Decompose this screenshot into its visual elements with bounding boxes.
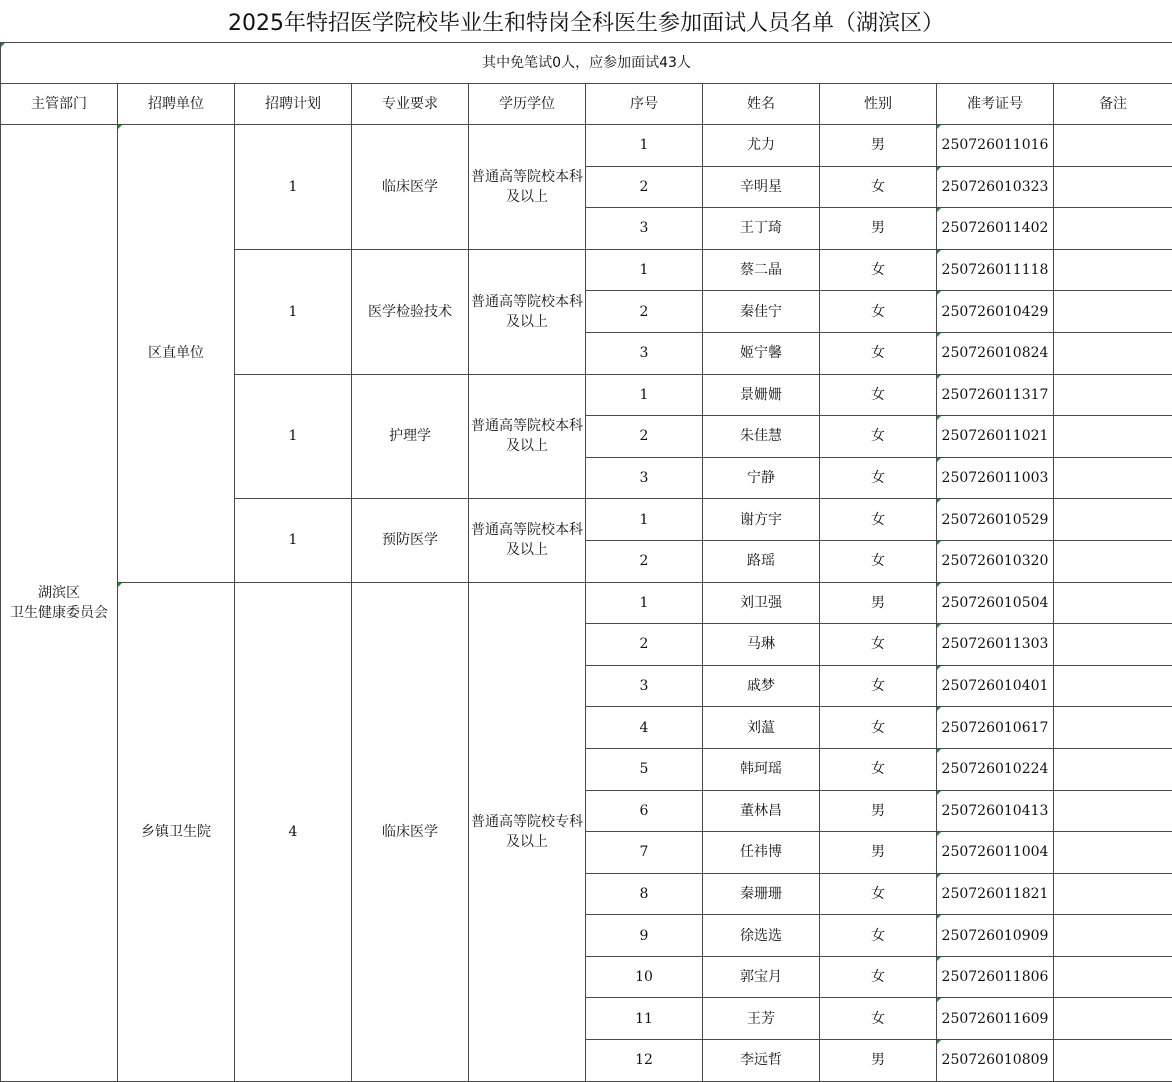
seq-cell: 3 — [586, 208, 703, 250]
ticket-cell: 250726011303 — [937, 624, 1054, 666]
seq-cell: 1 — [586, 125, 703, 167]
summary-row: 其中免笔试0人，应参加面试43人 — [1, 43, 1172, 84]
name-cell: 宁静 — [703, 457, 820, 499]
name-cell: 景姗姗 — [703, 374, 820, 416]
note-cell — [1054, 1040, 1172, 1082]
seq-cell: 3 — [586, 457, 703, 499]
note-cell — [1054, 873, 1172, 915]
name-cell: 秦佳宁 — [703, 291, 820, 333]
gender-cell: 女 — [820, 499, 937, 541]
gender-cell: 男 — [820, 790, 937, 832]
seq-cell: 2 — [586, 291, 703, 333]
seq-cell: 7 — [586, 832, 703, 874]
name-cell: 董林昌 — [703, 790, 820, 832]
seq-cell: 4 — [586, 707, 703, 749]
ticket-cell: 250726011821 — [937, 873, 1054, 915]
seq-cell: 3 — [586, 665, 703, 707]
note-cell — [1054, 249, 1172, 291]
seq-cell: 2 — [586, 416, 703, 458]
gender-cell: 男 — [820, 1040, 937, 1082]
plan-cell: 1 — [235, 249, 352, 374]
page-title: 2025年特招医学院校毕业生和特岗全科医生参加面试人员名单（湖滨区） — [0, 0, 1172, 42]
gender-cell: 女 — [820, 873, 937, 915]
ticket-cell: 250726011004 — [937, 832, 1054, 874]
unit-cell: 区直单位 — [118, 125, 235, 583]
table-row — [1, 582, 1172, 624]
seq-cell: 11 — [586, 998, 703, 1040]
seq-cell: 10 — [586, 956, 703, 998]
ticket-cell: 250726010529 — [937, 499, 1054, 541]
note-cell — [1054, 457, 1172, 499]
note-cell — [1054, 998, 1172, 1040]
ticket-cell: 250726010809 — [937, 1040, 1054, 1082]
name-cell: 姬宁馨 — [703, 332, 820, 374]
seq-cell: 1 — [586, 499, 703, 541]
header-gender: 性别 — [820, 84, 937, 125]
gender-cell: 男 — [820, 582, 937, 624]
name-cell: 李远哲 — [703, 1040, 820, 1082]
ticket-cell: 250726010617 — [937, 707, 1054, 749]
seq-cell: 12 — [586, 1040, 703, 1082]
note-cell — [1054, 499, 1172, 541]
seq-cell: 2 — [586, 166, 703, 208]
header-plan: 招聘计划 — [235, 84, 352, 125]
major-cell: 临床医学 — [352, 582, 469, 1081]
gender-cell: 女 — [820, 166, 937, 208]
name-cell: 王芳 — [703, 998, 820, 1040]
gender-cell: 男 — [820, 125, 937, 167]
name-cell: 朱佳慧 — [703, 416, 820, 458]
seq-cell: 2 — [586, 540, 703, 582]
header-unit: 招聘单位 — [118, 84, 235, 125]
department-cell: 湖滨区 卫生健康委员会 — [1, 125, 118, 1082]
name-cell: 戚梦 — [703, 665, 820, 707]
header-seq: 序号 — [586, 84, 703, 125]
name-cell: 王丁琦 — [703, 208, 820, 250]
ticket-cell: 250726011806 — [937, 956, 1054, 998]
major-cell: 临床医学 — [352, 125, 469, 250]
ticket-cell: 250726011609 — [937, 998, 1054, 1040]
gender-cell: 女 — [820, 416, 937, 458]
name-cell: 徐选选 — [703, 915, 820, 957]
seq-cell: 8 — [586, 873, 703, 915]
note-cell — [1054, 790, 1172, 832]
note-cell — [1054, 291, 1172, 333]
ticket-cell: 250726010429 — [937, 291, 1054, 333]
name-cell: 谢方宇 — [703, 499, 820, 541]
major-cell: 预防医学 — [352, 499, 469, 582]
name-cell: 马琳 — [703, 624, 820, 666]
header-note: 备注 — [1054, 84, 1172, 125]
seq-cell: 1 — [586, 582, 703, 624]
ticket-cell: 250726011402 — [937, 208, 1054, 250]
header-dept: 主管部门 — [1, 84, 118, 125]
unit-cell: 乡镇卫生院 — [118, 582, 235, 1081]
edu-cell: 普通高等院校本科及以上 — [469, 249, 586, 374]
ticket-cell: 250726010909 — [937, 915, 1054, 957]
header-ticket: 准考证号 — [937, 84, 1054, 125]
name-cell: 郭宝月 — [703, 956, 820, 998]
gender-cell: 男 — [820, 832, 937, 874]
name-cell: 蔡二晶 — [703, 249, 820, 291]
name-cell: 路瑶 — [703, 540, 820, 582]
ticket-cell: 250726011317 — [937, 374, 1054, 416]
note-cell — [1054, 208, 1172, 250]
header-edu: 学历学位 — [469, 84, 586, 125]
seq-cell: 9 — [586, 915, 703, 957]
note-cell — [1054, 125, 1172, 167]
name-cell: 刘蕰 — [703, 707, 820, 749]
gender-cell: 女 — [820, 707, 937, 749]
ticket-cell: 250726010413 — [937, 790, 1054, 832]
ticket-cell: 250726010224 — [937, 748, 1054, 790]
ticket-cell: 250726010401 — [937, 665, 1054, 707]
seq-cell: 2 — [586, 624, 703, 666]
ticket-cell: 250726011021 — [937, 416, 1054, 458]
seq-cell: 1 — [586, 374, 703, 416]
gender-cell: 女 — [820, 291, 937, 333]
note-cell — [1054, 956, 1172, 998]
name-cell: 辛明星 — [703, 166, 820, 208]
gender-cell: 女 — [820, 915, 937, 957]
gender-cell: 男 — [820, 208, 937, 250]
interview-list-table — [0, 42, 1172, 1082]
note-cell — [1054, 166, 1172, 208]
plan-cell: 1 — [235, 374, 352, 499]
ticket-cell: 250726011003 — [937, 457, 1054, 499]
gender-cell: 女 — [820, 748, 937, 790]
ticket-cell: 250726010824 — [937, 332, 1054, 374]
note-cell — [1054, 582, 1172, 624]
plan-cell: 4 — [235, 582, 352, 1081]
name-cell: 尤力 — [703, 125, 820, 167]
ticket-cell: 250726010504 — [937, 582, 1054, 624]
plan-cell: 1 — [235, 499, 352, 582]
gender-cell: 女 — [820, 332, 937, 374]
edu-cell: 普通高等院校本科及以上 — [469, 125, 586, 250]
edu-cell: 普通高等院校本科及以上 — [469, 374, 586, 499]
gender-cell: 女 — [820, 540, 937, 582]
note-cell — [1054, 624, 1172, 666]
major-cell: 护理学 — [352, 374, 469, 499]
note-cell — [1054, 707, 1172, 749]
seq-cell: 3 — [586, 332, 703, 374]
name-cell: 任祎博 — [703, 832, 820, 874]
gender-cell: 女 — [820, 624, 937, 666]
gender-cell: 女 — [820, 249, 937, 291]
seq-cell: 1 — [586, 249, 703, 291]
note-cell — [1054, 832, 1172, 874]
header-major: 专业要求 — [352, 84, 469, 125]
note-cell — [1054, 748, 1172, 790]
gender-cell: 女 — [820, 374, 937, 416]
ticket-cell: 250726010323 — [937, 166, 1054, 208]
gender-cell: 女 — [820, 665, 937, 707]
note-cell — [1054, 374, 1172, 416]
note-cell — [1054, 332, 1172, 374]
ticket-cell: 250726011016 — [937, 125, 1054, 167]
table-row — [1, 125, 1172, 167]
seq-cell: 6 — [586, 790, 703, 832]
gender-cell: 女 — [820, 457, 937, 499]
name-cell: 刘卫强 — [703, 582, 820, 624]
seq-cell: 5 — [586, 748, 703, 790]
gender-cell: 女 — [820, 998, 937, 1040]
gender-cell: 女 — [820, 956, 937, 998]
note-cell — [1054, 665, 1172, 707]
note-cell — [1054, 915, 1172, 957]
name-cell: 秦珊珊 — [703, 873, 820, 915]
header-row — [1, 84, 1172, 125]
name-cell: 韩珂瑶 — [703, 748, 820, 790]
header-name: 姓名 — [703, 84, 820, 125]
ticket-cell: 250726011118 — [937, 249, 1054, 291]
plan-cell: 1 — [235, 125, 352, 250]
note-cell — [1054, 540, 1172, 582]
ticket-cell: 250726010320 — [937, 540, 1054, 582]
major-cell: 医学检验技术 — [352, 249, 469, 374]
edu-cell: 普通高等院校本科及以上 — [469, 499, 586, 582]
edu-cell: 普通高等院校专科及以上 — [469, 582, 586, 1081]
note-cell — [1054, 416, 1172, 458]
